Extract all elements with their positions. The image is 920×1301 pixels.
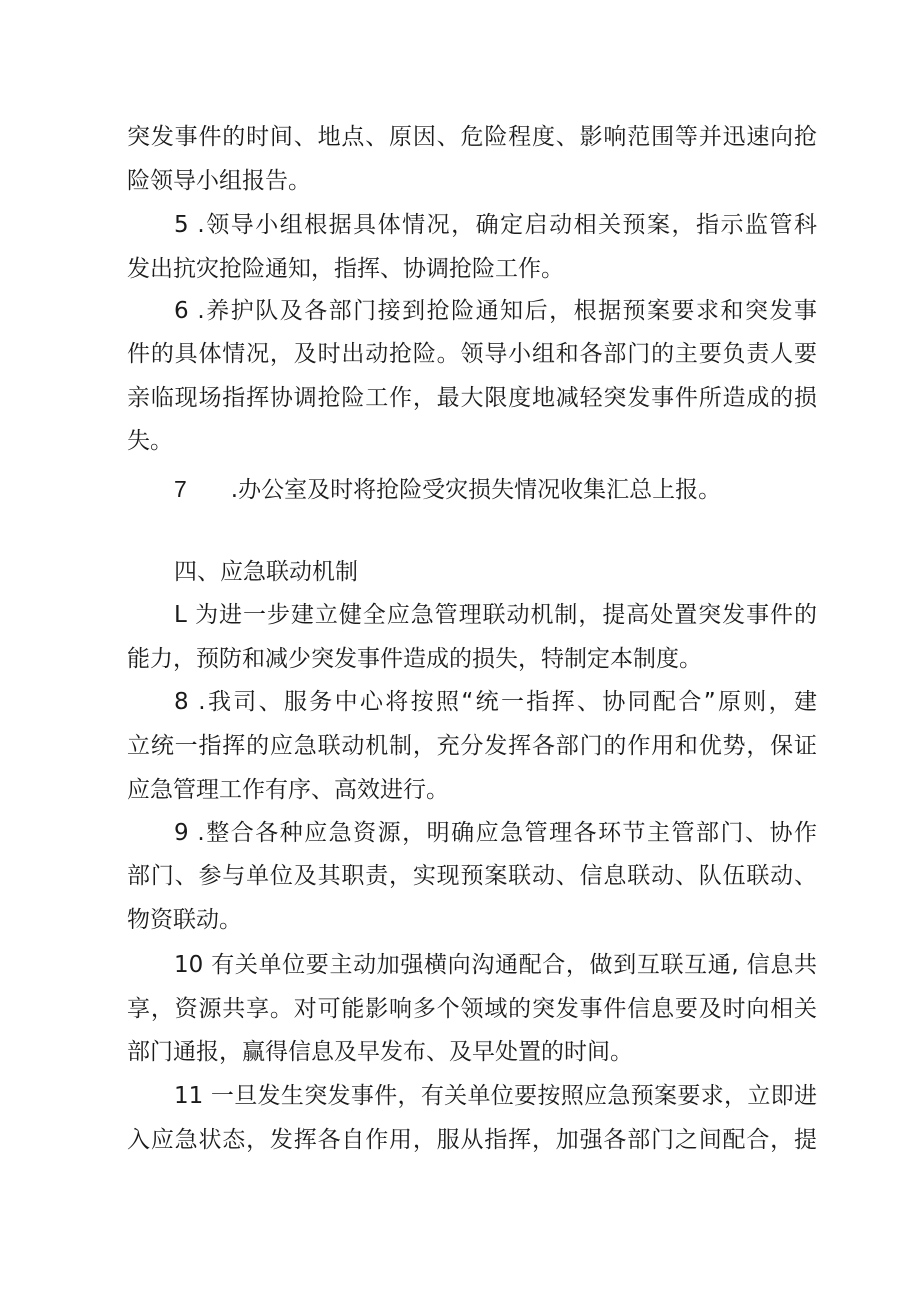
text-line: 失。 — [127, 428, 173, 454]
item-8-line: 8 .我司、服务中心将按照“统一指挥、协同配合”原则，建 — [174, 689, 817, 715]
text-line: 部门通报，赢得信息及早发布、及早处置的时间。 — [127, 1039, 633, 1065]
text-line: 立统一指挥的应急联动机制，充分发挥各部门的作用和优势，保证 — [127, 733, 817, 759]
text-line: 物资联动。 — [127, 907, 242, 933]
text-line: 件的具体情况，及时出动抢险。领导小组和各部门的主要负责人要 — [127, 341, 817, 367]
text-line: 能力，预防和减少突发事件造成的损失，特制定本制度。 — [127, 646, 702, 672]
text-line: 险领导小组报告。 — [127, 168, 311, 194]
item-7-line — [174, 474, 817, 504]
section-heading: 四、应急联动机制 — [174, 559, 358, 585]
item-6-line: 6 .养护队及各部门接到抢险通知后，根据预案要求和突发事 — [174, 298, 817, 324]
item-9-line: 9 .整合各种应急资源，明确应急管理各环节主管部门、协作 — [174, 820, 817, 846]
item-7-text: .办公室及时将抢险受灾损失情况收集汇总上报。 — [230, 477, 722, 503]
text-line: 部门、参与单位及其职责，实现预案联动、信息联动、队伍联动、 — [127, 863, 817, 889]
item-5-line: 5 .领导小组根据具体情况，确定启动相关预案，指示监管科 — [174, 212, 817, 238]
text-line: 突发事件的时间、地点、原因、危险程度、影响范围等并迅速向抢 — [127, 124, 817, 150]
item-11-line: 11 一旦发生突发事件，有关单位要按照应急预案要求，立即进 — [174, 1083, 817, 1109]
item-10-line: 10 有关单位要主动加强横向沟通配合，做到互联互通, 信息共 — [174, 952, 817, 978]
item-l-line: L 为进一步建立健全应急管理联动机制，提高处置突发事件的 — [174, 602, 817, 628]
text-line: 发出抗灾抢险通知，指挥、协调抢险工作。 — [127, 256, 564, 282]
text-line: 亲临现场指挥协调抢险工作，最大限度地减轻突发事件所造成的损 — [127, 385, 817, 411]
text-line: 应急管理工作有序、高效进行。 — [127, 777, 449, 803]
text-line: 入应急状态，发挥各自作用，服从指挥，加强各部门之间配合，提 — [127, 1127, 817, 1153]
text-line: 享，资源共享。对可能影响多个领域的突发事件信息要及时向相关 — [127, 996, 817, 1022]
item-7-number: 7 — [174, 476, 187, 502]
